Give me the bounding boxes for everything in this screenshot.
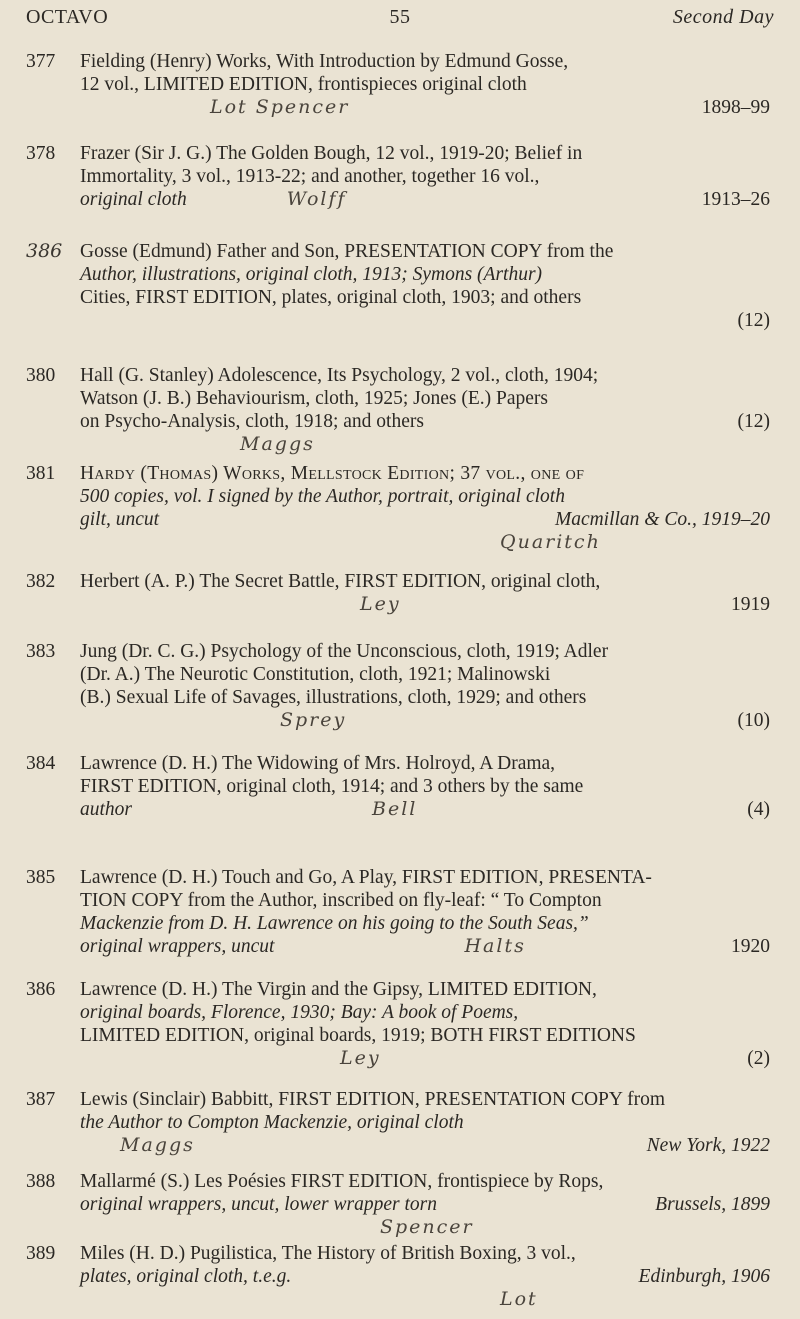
handwritten-buyer: Halts [464, 935, 526, 957]
lot-line: 500 copies, vol. I signed by the Author, portrait, original cloth [80, 486, 565, 507]
lot-line: LIMITED EDITION, original boards, 1919; BOTH FIRST EDITIONS [80, 1025, 636, 1046]
lot-line: Mallarmé (S.) Les Poésies FIRST EDITION, frontispiece by Rops, [80, 1171, 604, 1192]
lot-number: 388 [26, 1171, 56, 1192]
lot-line: TION COPY from the Author, inscribed on fly-leaf: “ To Compton [80, 890, 602, 911]
lot-entry [26, 50, 776, 119]
lot-line: on Psycho-Analysis, cloth, 1918; and others [80, 411, 424, 432]
lot-line: FIRST EDITION, original cloth, 1914; and 3 others by the same [80, 776, 584, 797]
page-number: 55 [389, 6, 411, 28]
handwritten-buyer: Maggs [120, 1134, 195, 1156]
lot-date: 1913–26 [701, 189, 770, 210]
lot-line: author [80, 799, 133, 820]
lot-line: Herbert (A. P.) The Secret Battle, FIRST EDITION, original cloth, [80, 571, 601, 592]
lot-number: 378 [26, 143, 56, 164]
lot-line: Jung (Dr. C. G.) Psychology of the Unconscious, cloth, 1919; Adler [80, 641, 609, 662]
lot-entry [26, 1088, 776, 1157]
lot-count: (12) [737, 310, 770, 331]
lot-line: original wrappers, uncut, lower wrapper torn [80, 1194, 437, 1215]
lot-line: Fielding (Henry) Works, With Introduction by Edmund Gosse, [80, 51, 569, 72]
lot-line: Lewis (Sinclair) Babbitt, FIRST EDITION, PRESENTATION COPY from [80, 1089, 666, 1110]
lot-entry [26, 752, 776, 821]
lot-line: Watson (J. B.) Behaviourism, cloth, 1925; Jones (E.) Papers [80, 388, 548, 409]
lot-line: Immortality, 3 vol., 1913-22; and another, together 16 vol., [80, 166, 540, 187]
lot-publisher-date: Macmillan & Co., 1919–20 [554, 509, 770, 530]
lot-entry [26, 978, 776, 1070]
lot-number: 385 [26, 867, 56, 888]
lot-number: 381 [26, 463, 56, 484]
handwritten-buyer: Lot Spencer [210, 96, 350, 118]
handwritten-buyer: Quaritch [500, 531, 601, 553]
lot-line: original boards, Florence, 1930; Bay: A book of Poems, [80, 1002, 519, 1023]
lot-entry [26, 364, 776, 455]
lot-line: Lawrence (D. H.) Touch and Go, A Play, FIRST EDITION, PRESENTA- [80, 867, 652, 888]
lot-line: (B.) Sexual Life of Savages, illustrations, cloth, 1929; and others [80, 687, 587, 708]
lot-line: Mackenzie from D. H. Lawrence on his going to the South Seas,” [80, 913, 589, 934]
lot-line: Frazer (Sir J. G.) The Golden Bough, 12 vol., 1919-20; Belief in [80, 143, 583, 164]
lot-place-date: New York, 1922 [646, 1135, 770, 1156]
lot-line: plates, original cloth, t.e.g. [80, 1266, 292, 1287]
lot-line: gilt, uncut [80, 509, 160, 530]
lot-number: 380 [26, 365, 56, 386]
lot-number: 387 [26, 1089, 56, 1110]
lot-number: 383 [26, 641, 56, 662]
lot-line: original cloth [80, 189, 187, 210]
lot-place-date: Edinburgh, 1906 [638, 1266, 770, 1287]
lot-number: 384 [26, 753, 56, 774]
lot-date: 1898–99 [701, 97, 770, 118]
lot-count: (10) [737, 710, 770, 731]
lot-line: original wrappers, uncut [80, 936, 275, 957]
lot-line: (Dr. A.) The Neurotic Constitution, cloth, 1921; Malinowski [80, 664, 551, 685]
lot-place-date: Brussels, 1899 [655, 1194, 770, 1215]
page-header [26, 6, 774, 34]
lot-entry [26, 462, 776, 553]
handwritten-buyer: Ley [340, 1047, 381, 1069]
handwritten-buyer: Ley [360, 593, 401, 615]
lot-line: Lawrence (D. H.) The Widowing of Mrs. Holroyd, A Drama, [80, 753, 556, 774]
handwritten-buyer: Wolff [286, 188, 347, 210]
lot-line: Author, illustrations, original cloth, 1913; Symons (Arthur) [80, 264, 543, 285]
handwritten-buyer: Sprey [280, 709, 347, 731]
lot-entry [26, 570, 776, 616]
lot-entry [26, 142, 776, 211]
lot-number: 389 [26, 1243, 56, 1264]
lot-date: 1919 [731, 594, 770, 615]
lot-line: 12 vol., LIMITED EDITION, frontispieces original cloth [80, 74, 527, 95]
lot-line: Lawrence (D. H.) The Virgin and the Gipsy, LIMITED EDITION, [80, 979, 597, 1000]
lot-count: (12) [737, 411, 770, 432]
lot-date: 1920 [731, 936, 770, 957]
lot-count: (4) [747, 799, 770, 820]
lot-line: Hall (G. Stanley) Adolescence, Its Psychology, 2 vol., cloth, 1904; [80, 365, 599, 386]
lot-line: Miles (H. D.) Pugilistica, The History of British Boxing, 3 vol., [80, 1243, 576, 1264]
handwritten-buyer: Lot [500, 1288, 538, 1310]
lot-count: (2) [747, 1048, 770, 1069]
lot-number: 382 [26, 571, 56, 592]
header-sale-day: Second Day [672, 6, 774, 28]
handwritten-buyer: Spencer [380, 1216, 474, 1238]
header-format: OCTAVO [26, 6, 109, 28]
lot-line: Cities, FIRST EDITION, plates, original cloth, 1903; and others [80, 287, 582, 308]
lot-number: 377 [26, 51, 56, 72]
lot-entry [26, 1242, 776, 1310]
lot-entry [26, 1170, 776, 1238]
lot-line: Hardy (Thomas) Works, Mellstock Edition; 37 vol., one of [80, 463, 585, 484]
lot-entry [26, 640, 776, 732]
lot-entry [26, 240, 776, 332]
lot-line: the Author to Compton Mackenzie, original cloth [80, 1112, 464, 1133]
lot-number: 386 [26, 240, 63, 262]
handwritten-buyer: Bell [372, 798, 418, 820]
lot-line: Gosse (Edmund) Father and Son, PRESENTATION COPY from the [80, 241, 614, 262]
handwritten-buyer: Maggs [240, 433, 315, 455]
lot-number: 386 [26, 979, 56, 1000]
lot-entry [26, 866, 776, 958]
